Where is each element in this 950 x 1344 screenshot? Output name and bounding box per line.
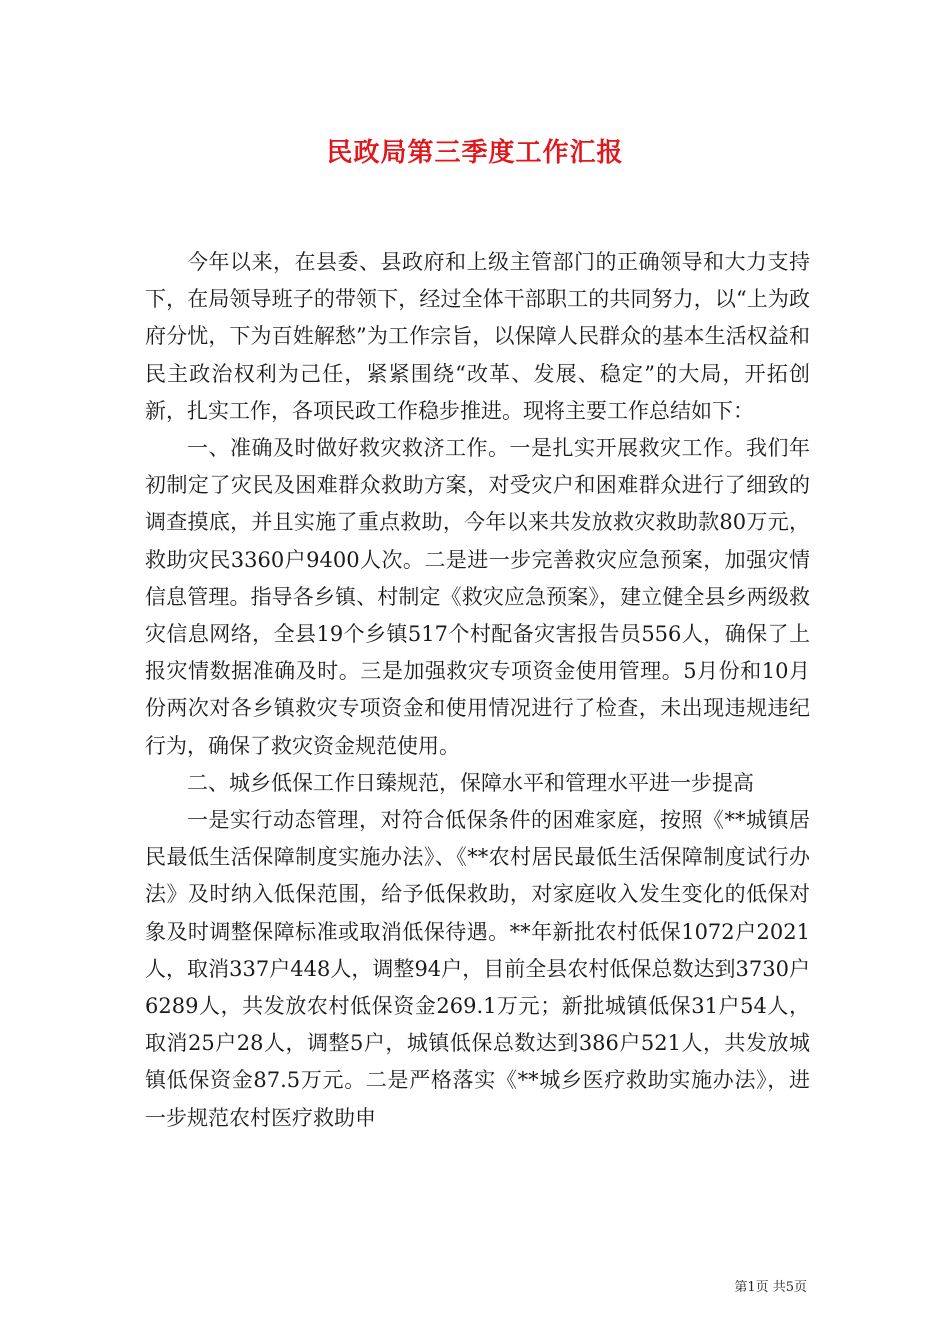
document-title: 民政局第三季度工作汇报: [326, 138, 624, 168]
paragraph-intro: 今年以来，在县委、县政府和上级主管部门的正确领导和大力支持下，在局领导班子的带领下，经过全体干部职工的共同努力，以“上为政府分忧，下为百姓解愁”为工作宗旨，以保障人民群众的基本生活权益和民主政治权利为己任，紧紧围绕“改革、发展、稳定”的大局，开拓创新，扎实工作，各项民政工作稳步推进。现将主要工作总结如下：: [145, 250, 810, 423]
paragraph-minimum-living: 一是实行动态管理，对符合低保条件的困难家庭，按照《**城镇居民最低生活保障制度实施办法》、《**农村居民最低生活保障制度试行办法》及时纳入低保范围，给予低保救助，对家庭收入发生变化的低保对象及时调整保障标准或取消低保待遇。**年新批农村低保1072户2021人，取消337户448人，调整94户，目前全县农村低保总数达到3730户6289人，共发放农村低保资金269.1万元；新批城镇低保31户54人，取消25户28人，调整5户，城镇低保总数达到386户521人，共发放城镇低保资金87.5万元。二是严格落实《**城乡医疗救助实施办法》，进一步规范农村医疗救助申: [145, 808, 810, 1130]
paragraph-disaster-relief: 一、准确及时做好救灾救济工作。一是扎实开展救灾工作。我们年初制定了灾民及困难群众救助方案，对受灾户和困难群众进行了细致的调查摸底，并且实施了重点救助，今年以来共发放救灾救助款80万元，救助灾民3360户9400人次。二是进一步完善救灾应急预案，加强灾情信息管理。指导各乡镇、村制定《救灾应急预案》，建立健全县乡两级救灾信息网络，全县19个乡镇517个村配备灾害报告员556人，确保了上报灾情数据准确及时。三是加强救灾专项资金使用管理。5月份和10月份两次对各乡镇救灾专项资金和使用情况进行了检查，未出现违规违纪行为，确保了救灾资金规范使用。: [145, 436, 810, 758]
page-number: 第1页 共5页: [734, 1280, 807, 1295]
paragraph-heading-minimum-living: 二、城乡低保工作日臻规范，保障水平和管理水平进一步提高: [187, 770, 754, 795]
document-body: [145, 244, 810, 1137]
